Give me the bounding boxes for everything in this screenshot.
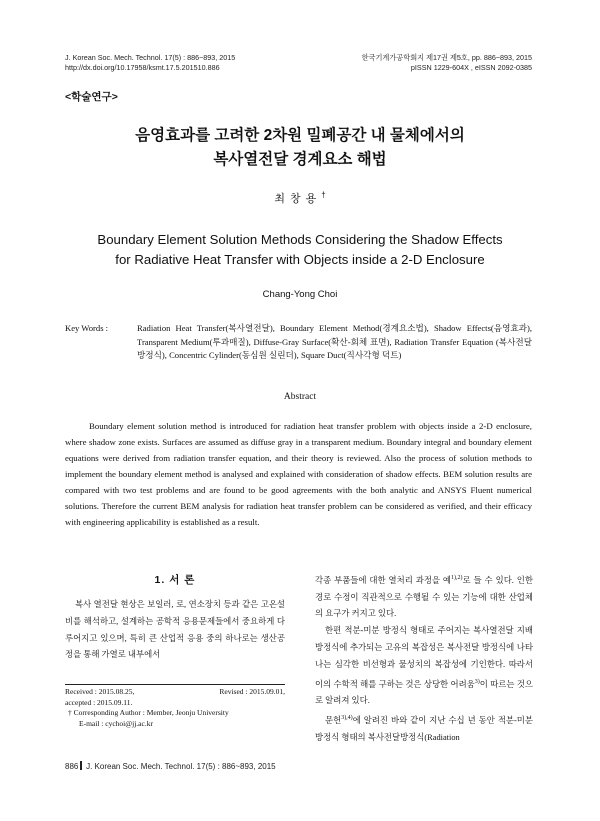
title-english	[0, 230, 600, 270]
author-korean	[0, 190, 600, 206]
title-english-line2: for Radiative Heat Transfer with Objects inside a 2-D Enclosure	[115, 252, 485, 267]
citation-ref: 1),2)	[451, 575, 463, 581]
abstract-title: Abstract	[283, 392, 317, 402]
title-korean-line1: 음영효과를 고려한 2차원 밀폐공간 내 물체에서의	[135, 127, 465, 144]
doi-link[interactable]: http://dx.doi.org/10.17958/ksmt.17.5.201510.886	[65, 63, 220, 72]
citation-ref: 3),4)	[341, 714, 353, 721]
intro-paragraph-right-1: 각종 부품들에 대한 열처리 과정을 예$^{1),2)}$로 들 수 있다. 인한 경로 수정이 직관적으로 수행될 수 있는 기능에 대한 산업체의 요구가 커지고 있다.	[315, 575, 533, 619]
left-column	[65, 570, 285, 664]
title-english-line1: Boundary Element Solution Methods Considering the Shadow Effects	[97, 232, 503, 247]
keywords-label: Key Words :	[65, 323, 109, 333]
corresponding-author: † Corresponding Author : Member, Jeonju University	[68, 708, 229, 717]
corresponding-mark: †	[321, 190, 326, 200]
intro-paragraph-left: 복사 열전달 현상은 보일러, 로, 연소장치 등과 같은 고온설비를 해석하고, 설계하는 공학적 응용문제들에서 중요하게 다루어지고 있으며, 특히 큰 산업적 응용 중의 하나로는 생산공정을 통해 가열로 내부에서	[65, 600, 285, 660]
right-column	[315, 570, 533, 746]
page-footer	[65, 761, 276, 771]
received-date: Received : 2015.08.25,	[65, 687, 135, 696]
intro-paragraph-right-2: 한편 적분-미분 방정식 형태로 주어지는 복사열전달 지배방정식에 추가되는 고유의 복잡성은 복사전달 방정식에 나타나는 심각한 비선형과 물성치의 복잡성에 기인한다. 따라서 이의 수학적 해를 구하는 것은 상당한 어려움$^{3)}$이 따르는 것으로 알려져 있다.	[315, 626, 533, 706]
issn-line: pISSN 1229-604X , eISSN 2092-0385	[410, 63, 532, 72]
title-korean	[0, 124, 600, 172]
running-header-left	[65, 53, 235, 73]
citation-ref: 3)	[474, 678, 480, 685]
section-heading: 1. 서 론	[154, 574, 196, 586]
page-number: 886	[65, 762, 79, 771]
accepted-date: accepted : 2015.09.11.	[65, 697, 133, 707]
footnote-divider	[65, 684, 285, 685]
keywords-text: Radiation Heat Transfer(복사열전달), Boundary Element Method(경계요소법), Shadow Effects(음영효과), Transparent Medium(투과매질), Diffuse-Gray Surface(확산-회체 표면), Radiation Transfer Equation (복사전달방정식), Concentric Cylinder(동심원 실린더), Square Duct(직사각형 덕트)	[137, 323, 532, 361]
keywords-block	[65, 322, 532, 363]
abstract-text: Boundary element solution method is introduced for radiation heat transfer problem with objects inside a 2-D enclosure, where shadow zone exists. Surfaces are assumed as diffuse gray in a transparent medium. Boundary integral and boundary element equations were derived from radiation transfer equation, and their theory is reviewed. Also the process of solution methods to implement the boundary element method is analysed and explained with consideration of shadow effects. BEM solution results are compared with two test problems and are found to be good agreements with the both analytic and ANSYS Fluent numerical solutions. Therefore the current BEM analysis for radiation heat transfer problem can be considered as verified, and their efficacy with engineering applicability is established as a result.	[65, 421, 532, 527]
author-korean-name: 최창용	[274, 193, 322, 205]
title-korean-line2: 복사열전달 경계요소 해법	[213, 151, 387, 168]
footer-citation: J. Korean Soc. Mech. Technol. 17(5) : 886~893, 2015	[86, 762, 276, 771]
journal-citation-ko: 한국기계가공학회지 제17권 제5호, pp. 886~893, 2015	[361, 53, 532, 62]
running-header-right	[362, 53, 532, 73]
author-english: Chang-Yong Choi	[262, 289, 338, 300]
author-email[interactable]: E-mail : cychoi@jj.ac.kr	[79, 718, 153, 728]
article-category: <학술연구>	[65, 91, 118, 103]
intro-paragraph-right-3: 문헌$^{3),4)}$에 알려진 바와 같이 지난 수십 년 동안 적분-미분 방정식 형태의 복사전달방정식(Radiation	[315, 714, 533, 742]
revised-date: Revised : 2015.09.01,	[219, 687, 285, 696]
footnote-block	[65, 687, 285, 729]
footer-separator	[80, 761, 82, 770]
journal-citation: J. Korean Soc. Mech. Technol. 17(5) : 886~893, 2015	[65, 53, 236, 62]
